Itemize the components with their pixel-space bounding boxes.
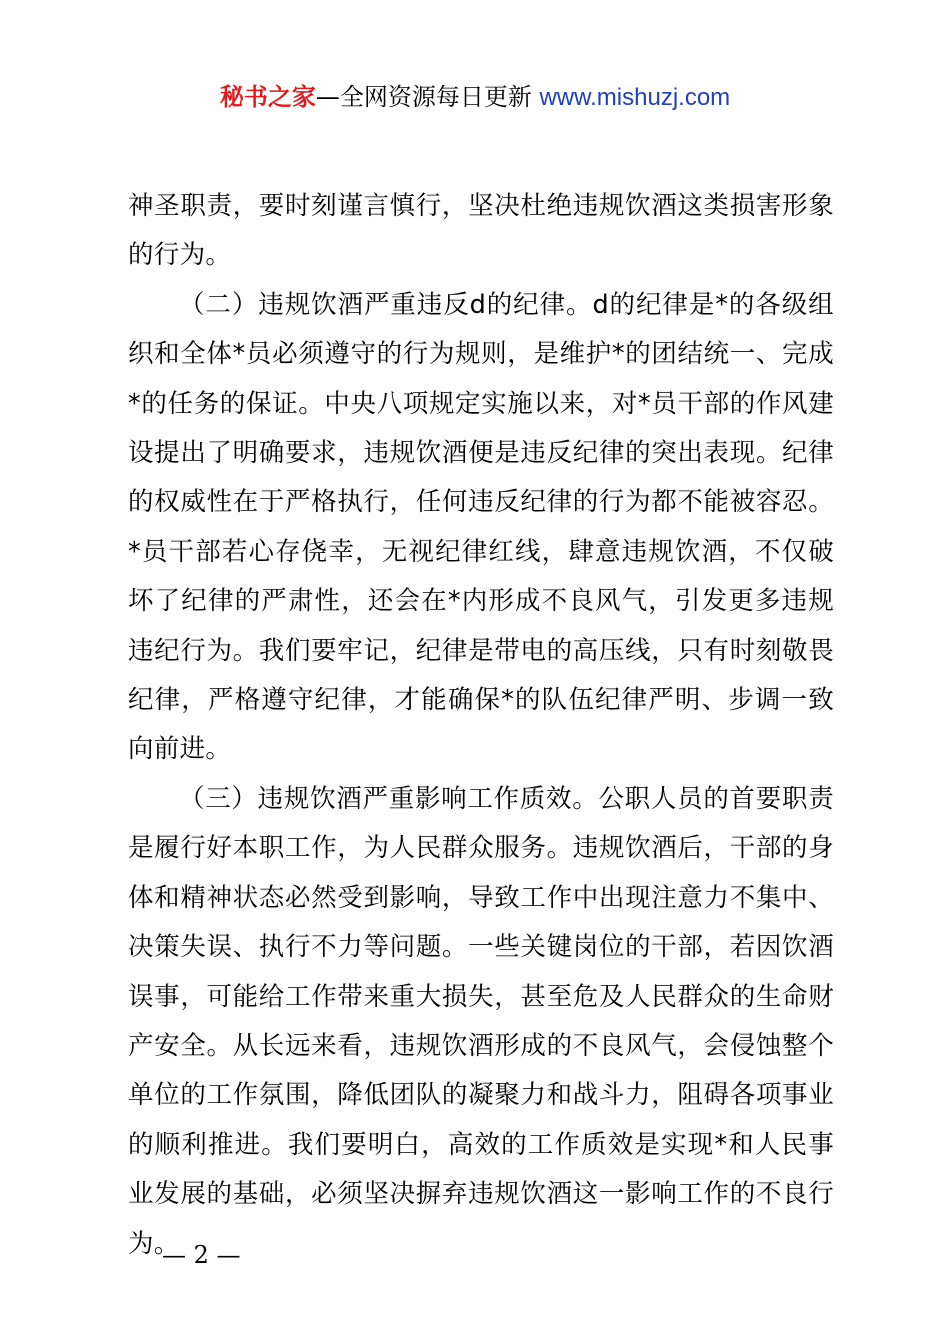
site-header — [0, 80, 950, 115]
paragraph-continued: 神圣职责，要时刻谨言慎行，坚决杜绝违规饮酒这类损害形象的行为。 — [128, 191, 834, 271]
site-url-link[interactable]: www.mishuzj.com — [539, 84, 731, 111]
paragraph-section-three: （三）违规饮酒严重影响工作质效。公职人员的首要职责是履行好本职工作，为人民群众服务。违规饮酒后，干部的身体和精神状态必然受到影响，导致工作中出现注意力不集中、决策失误、执行不力等问题。一些关键岗位的干部，若因饮酒误事，可能给工作带来重大损失，甚至危及人民群众的生命财产安全。从长远来看，违规饮酒形成的不良风气，会侵蚀整个单位的工作氛围，降低团队的凝聚力和战斗力，阻碍各项事业的顺利推进。我们要明白，高效的工作质效是实现*和人民事业发展的基础，必须坚决摒弃违规饮酒这一影响工作的不良行为。 — [128, 783, 834, 1259]
paragraph-section-two: （二）违规饮酒严重违反d的纪律。d的纪律是*的各级组织和全体*员必须遵守的行为规则，是维护*的团结统一、完成*的任务的保证。中央八项规定实施以来，对*员干部的作风建设提出了明确要求，违规饮酒便是违反纪律的突出表现。纪律的权威性在于严格执行，任何违反纪律的行为都不能被容忍。*员干部若心存侥幸，无视纪律红线，肆意违规饮酒，不仅破坏了纪律的严肃性，还会在*内形成不良风气，引发更多违规违纪行为。我们要牢记，纪律是带电的高压线，只有时刻敬畏纪律，严格遵守纪律，才能确保*的队伍纪律严明、步调一致向前进。 — [128, 289, 834, 765]
document-body — [128, 182, 834, 1269]
brand-name: 秘书之家 — [219, 83, 316, 111]
header-tagline: —全网资源每日更新 — [315, 83, 540, 111]
page-number: — 2 — — [162, 1241, 241, 1269]
